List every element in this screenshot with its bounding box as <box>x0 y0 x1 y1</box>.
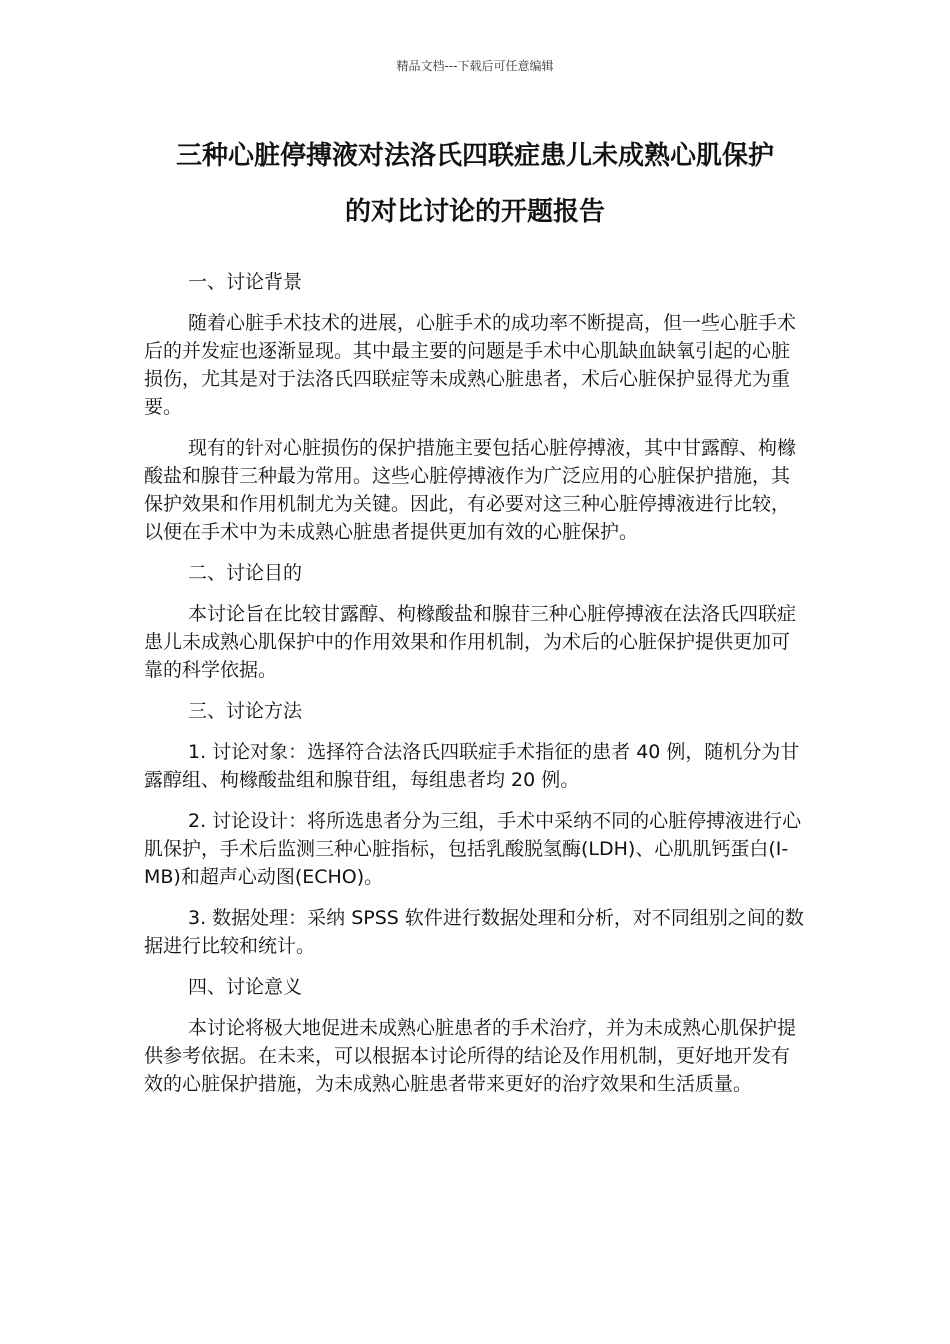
section-heading: 四、讨论意义 <box>188 976 303 998</box>
section-heading: 三、讨论方法 <box>188 700 303 722</box>
title-line-2: 的对比讨论的开题报告 <box>344 197 605 227</box>
paragraph: 本讨论将极大地促进未成熟心脏患者的手术治疗，并为未成熟心肌保护提供参考依据。在未来，可以根据本讨论所得的结论及作用机制，更好地开发有效的心脏保护措施，为未成熟心脏患者带来更好的治疗效果和生活质量。 <box>144 1017 797 1095</box>
section-significance <box>144 973 808 1098</box>
paragraph: 现有的针对心脏损伤的保护措施主要包括心脏停搏液，其中甘露醇、枸橼酸盐和腺苷三种最为常用。这些心脏停搏液作为广泛应用的心脏保护措施，其保护效果和作用机制尤为关键。因此，有必要对这三种心脏停搏液进行比较，以便在手术中为未成熟心脏患者提供更加有效的心脏保护。 <box>144 437 797 543</box>
section-heading: 二、讨论目的 <box>188 562 303 584</box>
paragraph: 3. 数据处理：采纳 SPSS 软件进行数据处理和分析，对不同组别之间的数据进行比较和统计。 <box>144 907 804 957</box>
section-method <box>144 697 808 960</box>
title-line-1: 三种心脏停搏液对法洛氏四联症患儿未成熟心肌保护 <box>175 141 774 171</box>
header-note: 精品文档---下载后可任意编辑 <box>396 59 554 73</box>
document-title <box>120 128 830 240</box>
paragraph: 本讨论旨在比较甘露醇、枸橼酸盐和腺苷三种心脏停搏液在法洛氏四联症患儿未成熟心肌保护中的作用效果和作用机制，为术后的心脏保护提供更加可靠的科学依据。 <box>144 603 797 681</box>
section-background <box>144 268 808 546</box>
document-body <box>144 268 808 1111</box>
paragraph: 1. 讨论对象：选择符合法洛氏四联症手术指征的患者 40 例，随机分为甘露醇组、枸橼酸盐组和腺苷组，每组患者均 20 例。 <box>144 741 800 791</box>
section-purpose <box>144 559 808 684</box>
paragraph: 随着心脏手术技术的进展，心脏手术的成功率不断提高，但一些心脏手术后的并发症也逐渐显现。其中最主要的问题是手术中心肌缺血缺氧引起的心脏损伤，尤其是对于法洛氏四联症等未成熟心脏患者，术后心脏保护显得尤为重要。 <box>144 312 797 418</box>
paragraph: 2. 讨论设计：将所选患者分为三组，手术中采纳不同的心脏停搏液进行心肌保护，手术后监测三种心脏指标，包括乳酸脱氢酶(LDH)、心肌肌钙蛋白(I-MB)和超声心动图(ECHO)。 <box>144 810 802 888</box>
section-heading: 一、讨论背景 <box>188 271 303 293</box>
